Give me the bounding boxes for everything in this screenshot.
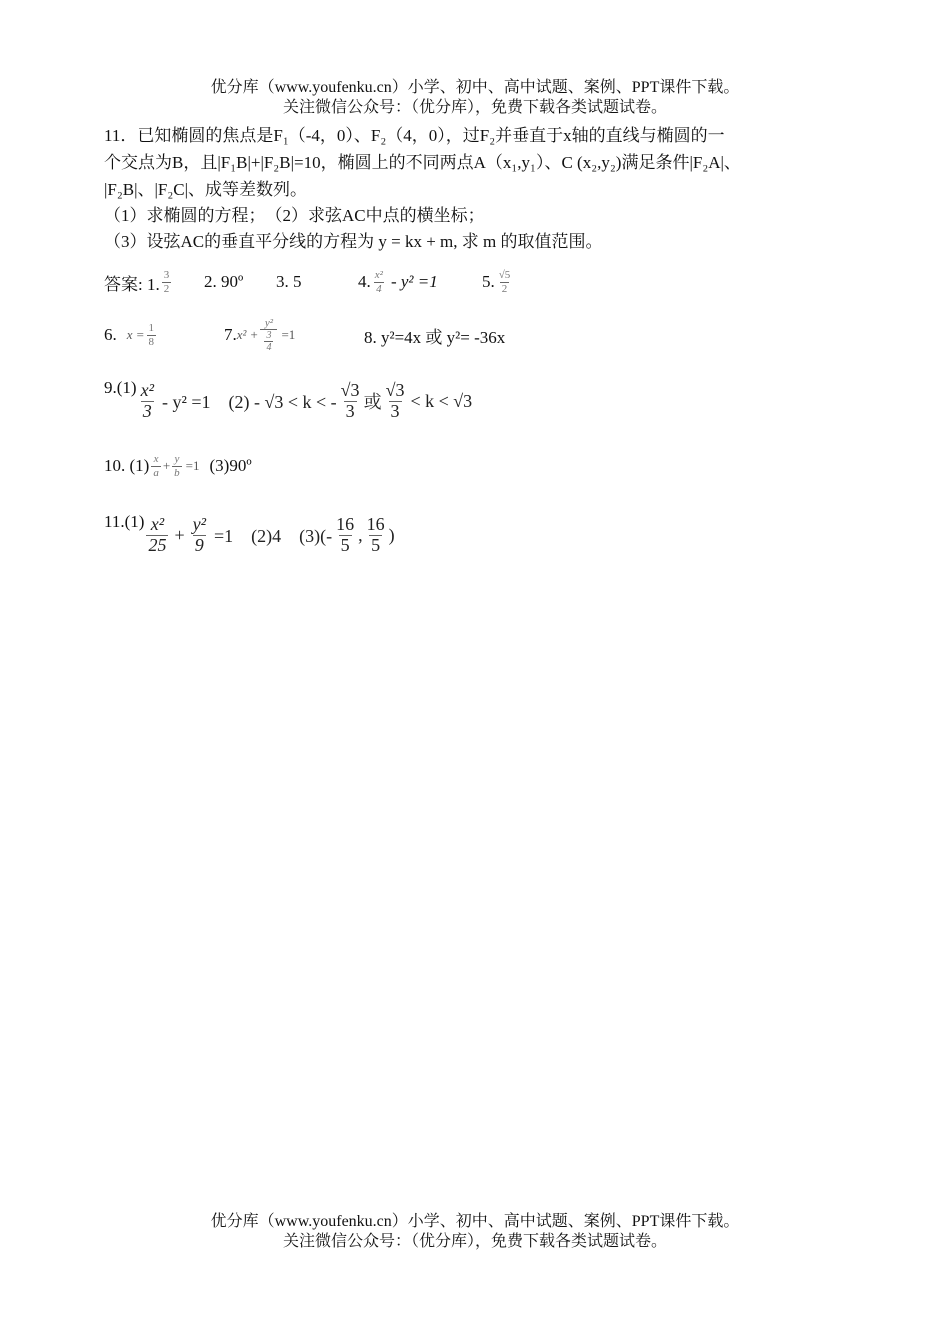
answer-4-denominator: 4 xyxy=(376,282,382,295)
answer-7-fraction xyxy=(260,317,277,353)
answer-9-f3-denominator: 3 xyxy=(390,400,400,421)
answer-row-2 xyxy=(104,312,804,358)
answer-5-label: 5. xyxy=(482,272,495,291)
answer-11-middle: =1 (2)4 (3)(- xyxy=(214,526,333,546)
answer-11-f1-numerator: x² xyxy=(150,513,165,534)
answer-7-numerator: y² xyxy=(264,316,274,329)
answer-6-numerator: 1 xyxy=(148,322,155,335)
question-line-4: （1）求椭圆的方程； （2）求弦AC中点的横坐标； xyxy=(104,206,485,225)
header-line-2: 关注微信公众号：（优分库），免费下载各类试题试卷。 xyxy=(282,99,667,116)
answer-9-label: 9.(1) xyxy=(104,378,137,397)
answer-11-end: ) xyxy=(388,524,395,545)
answer-6-label: 6. xyxy=(104,325,117,344)
answer-7-prefix: x² + xyxy=(236,327,259,342)
answer-8-text: 8. y²=4x 或 y²= -36x xyxy=(364,327,506,347)
answer-9-f2-numerator: √3 xyxy=(340,379,360,400)
answer-9-f1-numerator: x² xyxy=(140,379,154,400)
answer-1-fraction xyxy=(162,269,172,294)
answer-11-comma: , xyxy=(358,524,363,545)
answer-5-denominator: 2 xyxy=(501,282,508,295)
answer-row-4 xyxy=(104,446,804,486)
answer-10-eq: =1 xyxy=(185,458,200,473)
answer-11 xyxy=(104,508,395,562)
answer-10-f2-denominator: b xyxy=(174,466,180,479)
answer-9-fraction-1 xyxy=(139,381,156,422)
answer-row-1 xyxy=(104,264,804,300)
answer-11-f4-denominator: 5 xyxy=(371,534,381,555)
answer-6 xyxy=(104,312,158,358)
answer-9 xyxy=(104,376,472,426)
answer-1 xyxy=(104,264,173,300)
footer-line-2: 关注微信公众号：（优分库），免费下载各类试题试卷。 xyxy=(282,1233,667,1250)
answer-7-inner-denominator: 4 xyxy=(266,342,272,354)
answer-11-fraction-3 xyxy=(334,515,356,556)
answer-9-f2-denominator: 3 xyxy=(345,400,355,421)
question-line-3: |F₂B|、|F₂C|、成等差数列。 xyxy=(104,180,308,199)
answer-9-fraction-2 xyxy=(339,381,362,422)
answer-6-fraction xyxy=(147,322,157,347)
answer-10 xyxy=(104,446,252,486)
answer-7-label: 7. xyxy=(224,325,237,344)
question-line-5: （3）设弦AC的垂直平分线的方程为 y = kx + m, 求 m 的取值范围。 xyxy=(104,232,603,251)
answer-9-end: < k < √3 xyxy=(410,390,473,411)
answer-7-inner-numerator: 3 xyxy=(266,330,272,342)
answer-11-plus: + xyxy=(174,524,185,545)
answer-7 xyxy=(224,312,295,358)
answer-6-lhs: x = xyxy=(126,327,145,342)
answer-2-text: 2. 90º xyxy=(204,272,244,291)
answer-11-f4-numerator: 16 xyxy=(366,513,385,534)
answer-1-label: 答案: 1. xyxy=(104,274,160,294)
answer-10-fraction-2 xyxy=(172,453,182,478)
answer-3 xyxy=(276,264,302,300)
answer-5-fraction xyxy=(497,269,513,294)
answer-11-fraction-2 xyxy=(191,515,208,556)
answer-4-rest: - y² =1 xyxy=(390,272,438,291)
answer-11-fraction-1 xyxy=(146,515,168,556)
answer-10-fraction-1 xyxy=(151,453,161,478)
answer-9-f1-denominator: 3 xyxy=(142,400,152,421)
answer-7-rest: =1 xyxy=(281,327,296,342)
answer-9-f3-numerator: √3 xyxy=(385,379,405,400)
answer-10-plus: + xyxy=(162,458,171,473)
answer-10-f1-numerator: x xyxy=(153,453,159,466)
answer-10-f2-numerator: y xyxy=(174,453,180,466)
question-line-2: 个交点为B，且|F₁B|+|F₂B|=10，椭圆上的不同两点A（x₁,y₁）、C (x₂,y₂)满足条件|F₂A|、 xyxy=(104,153,741,172)
answer-row-5 xyxy=(104,508,804,562)
footer-line-1: 优分库（www.youfenku.cn）小学、初中、高中试题、案例、PPT课件下载。 xyxy=(210,1213,740,1230)
answer-4-label: 4. xyxy=(358,272,371,291)
answer-8 xyxy=(364,312,505,358)
answer-5 xyxy=(482,264,514,300)
answer-11-f3-numerator: 16 xyxy=(336,513,355,534)
answer-10-label: 10. (1) xyxy=(104,456,150,475)
answer-4 xyxy=(358,264,438,300)
answer-11-f1-denominator: 25 xyxy=(148,534,167,555)
answer-7-denominator xyxy=(260,329,277,353)
answer-1-numerator: 3 xyxy=(163,269,170,282)
answer-11-fraction-4 xyxy=(365,515,387,556)
answer-4-fraction xyxy=(373,269,385,294)
answer-9-or: 或 xyxy=(363,392,382,412)
answer-11-f2-denominator: 9 xyxy=(194,534,204,555)
answer-row-3 xyxy=(104,376,804,426)
answer-4-numerator: x² xyxy=(374,269,383,282)
answer-11-f3-denominator: 5 xyxy=(340,534,350,555)
answer-2 xyxy=(204,264,243,300)
answer-11-f2-numerator: y² xyxy=(192,513,206,534)
answer-7-inner-fraction xyxy=(264,330,273,353)
answer-5-numerator: √5 xyxy=(498,269,511,282)
answer-10-part3: (3)90º xyxy=(209,456,252,475)
answer-9-middle: - y² =1 (2) - √3 < k < - xyxy=(161,392,337,412)
header-line-1: 优分库（www.youfenku.cn）小学、初中、高中试题、案例、PPT课件下载。 xyxy=(210,79,740,96)
answer-1-denominator: 2 xyxy=(163,282,170,295)
answer-6-denominator: 8 xyxy=(148,335,155,348)
answer-11-label: 11.(1) xyxy=(104,512,145,531)
answer-9-fraction-3 xyxy=(384,381,407,422)
question-line-1: 11．已知椭圆的焦点是F₁（-4，0）、F₂（4，0），过F₂并垂直于x轴的直线与椭圆的一 xyxy=(104,126,725,145)
answer-3-text: 3. 5 xyxy=(276,272,302,291)
answer-10-f1-denominator: a xyxy=(153,466,159,479)
